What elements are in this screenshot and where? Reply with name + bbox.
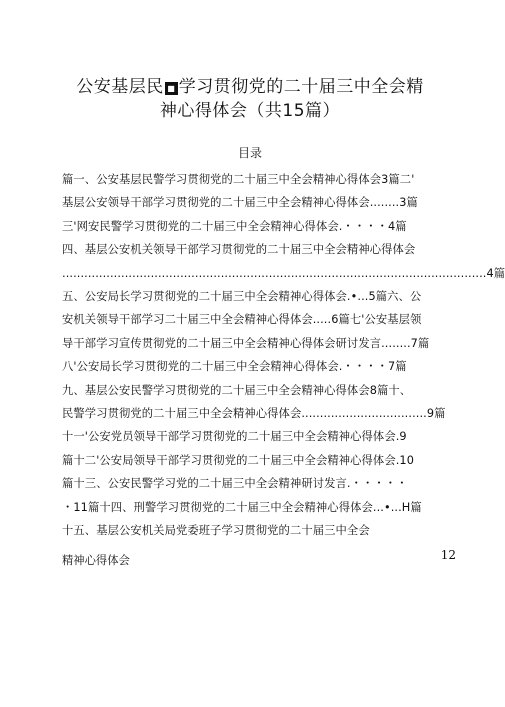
toc-line: 九、基层公安民警学习贯彻党的二十届三中全会精神心得体会8篇十、 <box>62 383 412 397</box>
toc-line: 导干部学习宣传贯彻党的二十届三中全会精神心得体会研讨发言........7篇 <box>62 336 430 350</box>
toc-line: 篇一、公安基层民警学习贯彻党的二十届三中全会精神心得体会3篇二' <box>62 173 415 186</box>
toc-heading: 目录 <box>237 146 262 160</box>
toc-last-line <box>62 548 456 568</box>
toc-line: 十五、基层公安机关局党委班子学习贯彻党的二十届三中全会 <box>62 524 370 537</box>
title-part-b: 学习贯彻党的二十届三中全会精 <box>178 77 424 97</box>
toc-line: 三'网安民警学习贯彻党的二十届三中全会精神心得体会.・・・・4篇 <box>62 219 407 233</box>
document-title-line-2: 神心得体会（共15篇） <box>159 101 341 121</box>
toc-line: 篇十三、公安民警学习党的二十届三中全会精神研讨发言.・・・・・ <box>62 477 408 491</box>
toc-line: 八'公安局长学习贯彻党的二十届三中全会精神心得体会.・・・・7篇 <box>62 360 407 374</box>
document-title-line-1 <box>30 76 470 98</box>
toc-last-line-page: 12 <box>440 548 456 562</box>
toc-line: ・11篇十四、刑警学习贯彻党的二十届三中全会精神心得体会...•...H篇 <box>62 500 422 514</box>
toc-last-line-text: 精神心得体会 <box>62 554 130 567</box>
toc-line: 十一'公安党员领导干部学习贯彻党的二十届三中全会精神心得体会.9 <box>62 430 407 444</box>
toc-line: 四、基层公安机关领导干部学习贯彻党的二十届三中全会精神心得体会 <box>62 243 416 257</box>
garbled-glyph-icon: ■ <box>165 82 178 95</box>
toc-line: 篇十二'公安局领导干部学习贯彻党的二十届三中全会精神心得体会.10 <box>62 453 414 467</box>
toc-line: ...................................................................................................................4篇 <box>62 266 505 280</box>
toc-line: 安机关领导干部学习二十届三中全会精神心得体会.....6篇七'公安基层领 <box>62 313 422 327</box>
toc-line: 五、公安局长学习贯彻党的二十届三中全会精神心得体会.•...5篇六、公 <box>62 290 422 303</box>
toc-line: 民警学习贯彻党的二十届三中全会精神心得体会..................................9篇 <box>62 407 446 420</box>
title-part-a: 公安基层民 <box>76 77 164 97</box>
toc-line: 基层公安领导干部学习贯彻党的二十届三中全会精神心得体会........3篇 <box>62 196 418 210</box>
